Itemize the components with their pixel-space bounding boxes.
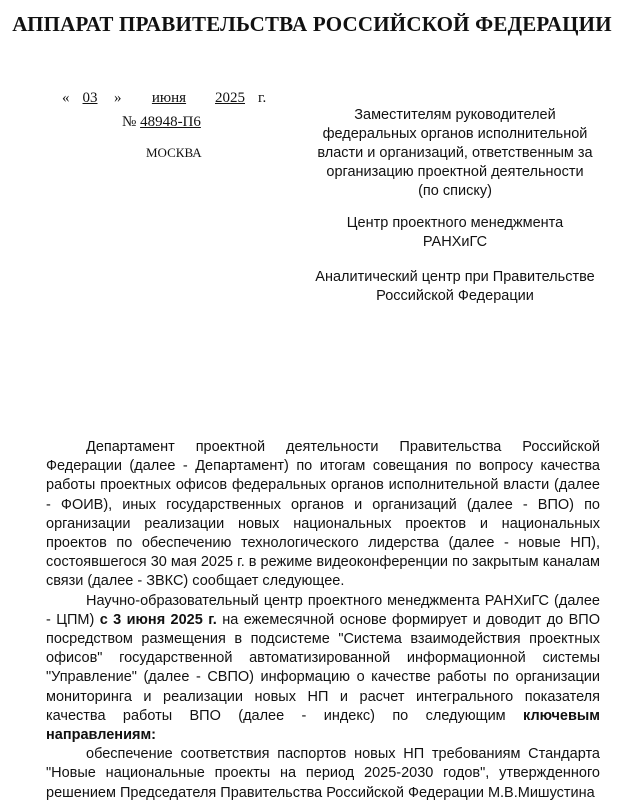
org-title: АППАРАТ ПРАВИТЕЛЬСТВА РОССИЙСКОЙ ФЕДЕРАЦИИ	[12, 12, 612, 36]
addressee-line: Российской Федерации	[376, 288, 534, 304]
date-month: июня	[151, 90, 187, 106]
addressee-line: Центр проектного менеджмента	[346, 215, 564, 231]
registration-number	[122, 114, 201, 131]
paragraph	[46, 592, 600, 746]
paragraph-text: на ежемесячной основе формирует и доводит до ВПО посредством размещения в подсистеме "Система взаимодействия проектных офисов" государственной автоматизированной информационной системы "Управление" (далее - СВПО) информацию о качестве работы по организации мониторинга и реализации новых НП и расчет интегрального показателя качества работы ВПО (далее - индекс) по следующим	[46, 611, 600, 724]
paragraph-text: Научно-образовательный центр проектного менеджмента РАНХиГС (далее - ЦПМ)	[46, 592, 600, 628]
date-close-quote: »	[114, 90, 122, 106]
paragraph: обеспечение соответствия паспортов новых НП требованиям Стандарта "Новые национальные проекты на период 2025-2030 годов", утвержденного решением Председателя Правительства Российской Федерации М.В.Мишустина	[46, 746, 600, 801]
addressee-analytic-center	[300, 268, 610, 306]
date-block	[62, 90, 272, 160]
addressee-line: Аналитический центр при Правительстве	[315, 269, 595, 285]
date-line	[62, 90, 272, 110]
emphasis-key-directions: ключевым направлениям:	[46, 707, 600, 744]
addressee-deputies	[300, 106, 610, 201]
number-value: 48948-П6	[140, 114, 201, 130]
addressee-line: власти и организаций, ответственным за	[317, 145, 593, 161]
addressee-cpm	[300, 214, 610, 252]
date-open-quote: «	[62, 90, 70, 106]
addressee-line: федеральных органов исполнительной	[322, 126, 588, 142]
date-year-suffix: г.	[258, 90, 267, 106]
city: МОСКВА	[146, 145, 202, 160]
paragraph: Департамент проектной деятельности Правительства Российской Федерации (далее - Департамент) по итогам совещания по вопросу качества работы проектных офисов федеральных органов исполнительной власти (далее - ФОИВ), иных государственных органов и организаций (далее - ВПО) по организации реализации новых национальных проектов и национальных проектов по обеспечению технологического лидерства (далее - новые НП), состоявшегося 30 мая 2025 г. в режиме видеоконференции по закрытым каналам связи (далее - ЗВКС) сообщает следующее.	[46, 439, 600, 590]
number-prefix: №	[122, 114, 137, 130]
addressee-line: РАНХиГС	[422, 234, 488, 250]
addressee-line: Заместителям руководителей	[354, 107, 556, 123]
date-day: 03	[82, 90, 98, 106]
addressee-line: (по списку)	[418, 183, 492, 199]
letter-body	[46, 438, 600, 803]
addressee-line: организацию проектной деятельности	[326, 164, 584, 180]
emphasis-date: с 3 июня 2025 г.	[99, 611, 217, 628]
date-year: 2025	[215, 90, 245, 106]
